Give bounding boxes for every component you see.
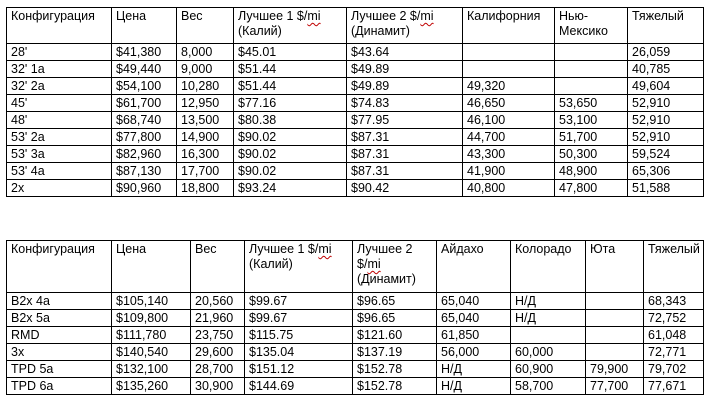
table-row bbox=[7, 61, 704, 78]
table-cell: 77,671 bbox=[644, 378, 704, 395]
table-cell: 72,752 bbox=[644, 310, 704, 327]
table-cell: $90.42 bbox=[347, 180, 463, 197]
header-row bbox=[7, 241, 704, 293]
table-cell: 41,900 bbox=[463, 163, 555, 180]
table-cell: 53,100 bbox=[555, 112, 628, 129]
table-cell: 48,900 bbox=[555, 163, 628, 180]
table-cell: 12,950 bbox=[177, 95, 234, 112]
table-cell: 9,000 bbox=[177, 61, 234, 78]
table-cell: $77.16 bbox=[234, 95, 347, 112]
header-text: Калифорния bbox=[467, 9, 541, 23]
header-text: Тяжелый bbox=[632, 9, 684, 23]
table-row bbox=[7, 163, 704, 180]
table-cell: 65,306 bbox=[628, 163, 704, 180]
header-text: Лучшее 2 bbox=[357, 242, 413, 256]
table-cell: $137.19 bbox=[353, 344, 437, 361]
table-cell: 77,700 bbox=[586, 378, 644, 395]
table-cell: $87.31 bbox=[347, 146, 463, 163]
table-cell: 44,700 bbox=[463, 129, 555, 146]
table-cell: 61,048 bbox=[644, 327, 704, 344]
table-cell: 30,900 bbox=[191, 378, 245, 395]
header-text: Цена bbox=[116, 242, 147, 256]
table-cell: 68,343 bbox=[644, 293, 704, 310]
column-header bbox=[177, 8, 234, 44]
column-header bbox=[234, 8, 347, 44]
column-header bbox=[586, 241, 644, 293]
table-cell: 23,750 bbox=[191, 327, 245, 344]
table-cell: 29,600 bbox=[191, 344, 245, 361]
table-cell bbox=[555, 44, 628, 61]
header-unit: mi bbox=[420, 9, 434, 23]
table-cell: $99.67 bbox=[245, 293, 353, 310]
column-header bbox=[112, 241, 191, 293]
table-cell: 48' bbox=[7, 112, 112, 129]
table-cell: $99.67 bbox=[245, 310, 353, 327]
header-line bbox=[357, 257, 432, 272]
table-cell bbox=[586, 293, 644, 310]
table-cell: $54,100 bbox=[112, 78, 177, 95]
table-cell: 32' 1a bbox=[7, 61, 112, 78]
header-subtext: (Калий) bbox=[238, 24, 282, 38]
header-text: Конфигурация bbox=[11, 242, 95, 256]
table-cell: $90,960 bbox=[112, 180, 177, 197]
column-header bbox=[245, 241, 353, 293]
table-row bbox=[7, 95, 704, 112]
table-cell: $105,140 bbox=[112, 293, 191, 310]
table-cell: $152.78 bbox=[353, 378, 437, 395]
table-cell bbox=[586, 344, 644, 361]
header-subtext: Мексико bbox=[559, 24, 608, 38]
header-text: Вес bbox=[195, 242, 217, 256]
table-cell bbox=[555, 61, 628, 78]
table-cell: 26,059 bbox=[628, 44, 704, 61]
header-text: Айдахо bbox=[441, 242, 484, 256]
header-text: Вес bbox=[181, 9, 203, 23]
table-cell: $87.31 bbox=[347, 129, 463, 146]
table-cell: $87,130 bbox=[112, 163, 177, 180]
header-text: Цена bbox=[116, 9, 147, 23]
table-cell: $121.60 bbox=[353, 327, 437, 344]
table-cell: $45.01 bbox=[234, 44, 347, 61]
table-cell: $152.78 bbox=[353, 361, 437, 378]
table-cell: 17,700 bbox=[177, 163, 234, 180]
table-cell: Н/Д bbox=[511, 310, 586, 327]
table-cell: $87.31 bbox=[347, 163, 463, 180]
table-row bbox=[7, 344, 704, 361]
table-cell bbox=[586, 327, 644, 344]
table-cell: $68,740 bbox=[112, 112, 177, 129]
table-cell: $43.64 bbox=[347, 44, 463, 61]
table-cell: 40,800 bbox=[463, 180, 555, 197]
table-cell: $49.89 bbox=[347, 78, 463, 95]
table-cell bbox=[463, 61, 555, 78]
table-row bbox=[7, 361, 704, 378]
table-cell: 13,500 bbox=[177, 112, 234, 129]
table-cell: 18,800 bbox=[177, 180, 234, 197]
header-text: $/ bbox=[357, 257, 368, 271]
table-cell bbox=[511, 327, 586, 344]
table-cell: 65,040 bbox=[437, 293, 511, 310]
table-cell: 52,910 bbox=[628, 112, 704, 129]
column-header bbox=[463, 8, 555, 44]
table-cell: $49,440 bbox=[112, 61, 177, 78]
table-cell: 47,800 bbox=[555, 180, 628, 197]
table-cell bbox=[463, 44, 555, 61]
table-cell: 43,300 bbox=[463, 146, 555, 163]
table-cell: 60,900 bbox=[511, 361, 586, 378]
table-cell: RMD bbox=[7, 327, 112, 344]
table-cell: 56,000 bbox=[437, 344, 511, 361]
header-row bbox=[7, 8, 704, 44]
table-cell: $90.02 bbox=[234, 146, 347, 163]
table-cell: 49,320 bbox=[463, 78, 555, 95]
table-row bbox=[7, 293, 704, 310]
table-cell: $90.02 bbox=[234, 129, 347, 146]
table-cell: 53' 4a bbox=[7, 163, 112, 180]
header-subtext: (Динамит) bbox=[357, 272, 416, 286]
table-cell: 61,850 bbox=[437, 327, 511, 344]
table-cell: 14,900 bbox=[177, 129, 234, 146]
pricing-table-2 bbox=[6, 240, 704, 395]
table-cell: 53' 2a bbox=[7, 129, 112, 146]
header-text: Тяжелый bbox=[648, 242, 700, 256]
table-cell: $77,800 bbox=[112, 129, 177, 146]
table-cell: 28,700 bbox=[191, 361, 245, 378]
table-row bbox=[7, 129, 704, 146]
table-cell: 60,000 bbox=[511, 344, 586, 361]
column-header bbox=[644, 241, 704, 293]
table-cell: Н/Д bbox=[511, 293, 586, 310]
table-cell: 8,000 bbox=[177, 44, 234, 61]
header-text: Нью- bbox=[559, 9, 589, 23]
table-cell: $90.02 bbox=[234, 163, 347, 180]
table-cell: $132,100 bbox=[112, 361, 191, 378]
column-header bbox=[112, 8, 177, 44]
table-cell: 20,560 bbox=[191, 293, 245, 310]
table-cell: $96.65 bbox=[353, 293, 437, 310]
table-cell: 2x bbox=[7, 180, 112, 197]
column-header bbox=[191, 241, 245, 293]
table-cell: 28' bbox=[7, 44, 112, 61]
table-cell: $135.04 bbox=[245, 344, 353, 361]
table-cell: 40,785 bbox=[628, 61, 704, 78]
table-cell: $115.75 bbox=[245, 327, 353, 344]
header-unit: mi bbox=[318, 242, 332, 256]
header-text: Лучшее 1 $/ bbox=[249, 242, 319, 256]
header-text: Колорадо bbox=[515, 242, 572, 256]
table-cell: $82,960 bbox=[112, 146, 177, 163]
header-text: Конфигурация bbox=[11, 9, 95, 23]
header-text: Юта bbox=[590, 242, 616, 256]
table-cell: $96.65 bbox=[353, 310, 437, 327]
column-header bbox=[555, 8, 628, 44]
table-cell: $77.95 bbox=[347, 112, 463, 129]
header-text: Лучшее 2 $/ bbox=[351, 9, 421, 23]
table-cell: 79,900 bbox=[586, 361, 644, 378]
table-cell: $49.89 bbox=[347, 61, 463, 78]
table-cell: Н/Д bbox=[437, 378, 511, 395]
table-cell: $51.44 bbox=[234, 78, 347, 95]
table-cell: 46,100 bbox=[463, 112, 555, 129]
table-cell: $151.12 bbox=[245, 361, 353, 378]
table-cell: 3x bbox=[7, 344, 112, 361]
column-header bbox=[628, 8, 704, 44]
table-cell: $111,780 bbox=[112, 327, 191, 344]
table-cell: $74.83 bbox=[347, 95, 463, 112]
table-row bbox=[7, 310, 704, 327]
table-cell: 32' 2a bbox=[7, 78, 112, 95]
column-header bbox=[437, 241, 511, 293]
table-cell: $61,700 bbox=[112, 95, 177, 112]
table-cell: $93.24 bbox=[234, 180, 347, 197]
header-text: Лучшее 1 $/ bbox=[238, 9, 308, 23]
table-cell: 58,700 bbox=[511, 378, 586, 395]
table-row bbox=[7, 146, 704, 163]
table-cell: 72,771 bbox=[644, 344, 704, 361]
table-cell bbox=[586, 310, 644, 327]
table-cell: 59,524 bbox=[628, 146, 704, 163]
table-row bbox=[7, 112, 704, 129]
table-row bbox=[7, 378, 704, 395]
table-cell: $135,260 bbox=[112, 378, 191, 395]
table-cell: 46,650 bbox=[463, 95, 555, 112]
pricing-table-1 bbox=[6, 7, 704, 197]
table-cell: 52,910 bbox=[628, 129, 704, 146]
table-cell: $41,380 bbox=[112, 44, 177, 61]
header-subtext: (Калий) bbox=[249, 257, 293, 271]
table-row bbox=[7, 180, 704, 197]
table-cell: $144.69 bbox=[245, 378, 353, 395]
table-cell: 53' 3a bbox=[7, 146, 112, 163]
column-header bbox=[353, 241, 437, 293]
column-header bbox=[347, 8, 463, 44]
table-row bbox=[7, 44, 704, 61]
table-cell: 16,300 bbox=[177, 146, 234, 163]
table-row bbox=[7, 78, 704, 95]
table-cell: 21,960 bbox=[191, 310, 245, 327]
table-cell: $80.38 bbox=[234, 112, 347, 129]
table-cell: $109,800 bbox=[112, 310, 191, 327]
table-cell: 51,700 bbox=[555, 129, 628, 146]
table-cell: 49,604 bbox=[628, 78, 704, 95]
table-cell: $140,540 bbox=[112, 344, 191, 361]
column-header bbox=[511, 241, 586, 293]
table-cell: B2x 5a bbox=[7, 310, 112, 327]
table-cell: B2x 4a bbox=[7, 293, 112, 310]
header-unit: mi bbox=[367, 257, 381, 271]
column-header bbox=[7, 241, 112, 293]
column-header bbox=[7, 8, 112, 44]
header-subtext: (Динамит) bbox=[351, 24, 410, 38]
table-cell: 65,040 bbox=[437, 310, 511, 327]
table-cell: 52,910 bbox=[628, 95, 704, 112]
table-cell: 45' bbox=[7, 95, 112, 112]
table-cell: 50,300 bbox=[555, 146, 628, 163]
table-cell: $51.44 bbox=[234, 61, 347, 78]
table-cell: TPD 6a bbox=[7, 378, 112, 395]
table-cell bbox=[555, 78, 628, 95]
table-cell: 10,280 bbox=[177, 78, 234, 95]
table-row bbox=[7, 327, 704, 344]
table-cell: 79,702 bbox=[644, 361, 704, 378]
header-unit: mi bbox=[307, 9, 321, 23]
table-cell: Н/Д bbox=[437, 361, 511, 378]
table-cell: 53,650 bbox=[555, 95, 628, 112]
table-cell: TPD 5a bbox=[7, 361, 112, 378]
table-cell: 51,588 bbox=[628, 180, 704, 197]
